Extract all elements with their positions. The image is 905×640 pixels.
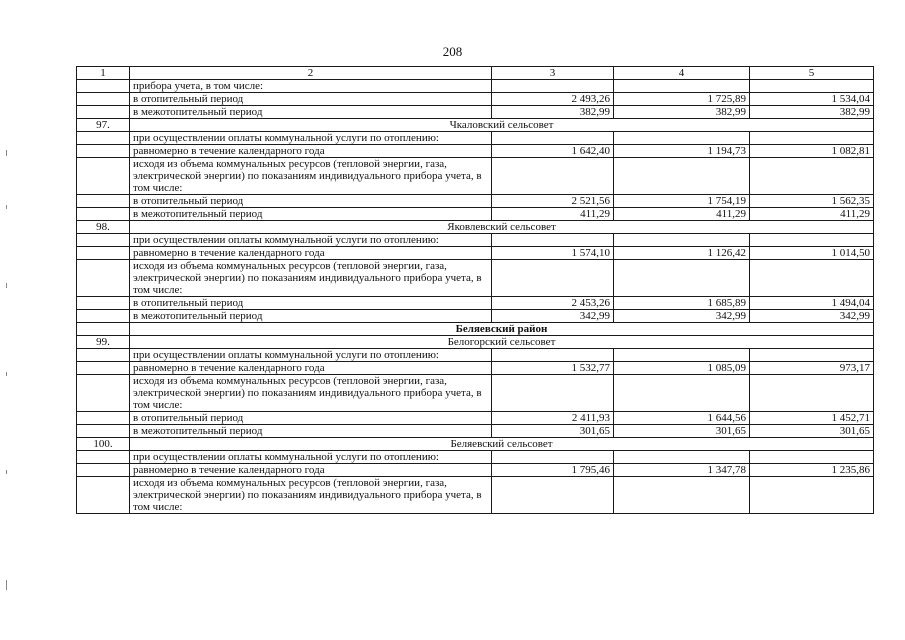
table-row (77, 234, 874, 247)
table-row (77, 145, 874, 158)
settlement-title: Беляевский сельсовет (130, 438, 874, 451)
value-col5 (750, 477, 874, 514)
header-cell: 5 (750, 67, 874, 80)
value-col5: 973,17 (750, 362, 874, 375)
value-col3: 342,99 (492, 310, 614, 323)
district-title: Беляевский район (130, 323, 874, 336)
row-number (77, 412, 130, 425)
value-col3: 1 532,77 (492, 362, 614, 375)
header-cell: 2 (130, 67, 492, 80)
table-row (77, 132, 874, 145)
row-number (77, 425, 130, 438)
value-col4 (614, 234, 750, 247)
table-row (77, 310, 874, 323)
table-row (77, 158, 874, 195)
value-col5: 382,99 (750, 106, 874, 119)
margin-mark (6, 580, 7, 590)
row-description: в отопительный период (130, 297, 492, 310)
value-col3: 2 411,93 (492, 412, 614, 425)
table-row (77, 464, 874, 477)
margin-mark (6, 150, 7, 156)
table-body (77, 80, 874, 514)
value-col4: 1 347,78 (614, 464, 750, 477)
value-col3: 1 642,40 (492, 145, 614, 158)
row-number (77, 464, 130, 477)
value-col3 (492, 375, 614, 412)
page-number: 208 (442, 44, 463, 59)
value-col5 (750, 349, 874, 362)
value-col4 (614, 375, 750, 412)
row-description: исходя из объема коммунальных ресурсов (тепловой энергии, газа, электрической энергии) по показаниям индивидуального прибора учета, в том числе: (130, 477, 492, 514)
row-description: равномерно в течение календарного года (130, 247, 492, 260)
header-row (77, 67, 874, 80)
row-description: равномерно в течение календарного года (130, 145, 492, 158)
table-row (77, 349, 874, 362)
value-col4: 1 754,19 (614, 195, 750, 208)
value-col5 (750, 80, 874, 93)
row-description: в межотопительный период (130, 106, 492, 119)
value-col4: 342,99 (614, 310, 750, 323)
value-col4: 411,29 (614, 208, 750, 221)
row-description: равномерно в течение календарного года (130, 464, 492, 477)
row-number (77, 310, 130, 323)
value-col3 (492, 477, 614, 514)
value-col3 (492, 451, 614, 464)
row-description: в межотопительный период (130, 310, 492, 323)
row-description: равномерно в течение календарного года (130, 362, 492, 375)
value-col3: 382,99 (492, 106, 614, 119)
settlement-title: Чкаловский сельсовет (130, 119, 874, 132)
table-row (77, 80, 874, 93)
value-col4 (614, 132, 750, 145)
value-col3 (492, 234, 614, 247)
table-row (77, 106, 874, 119)
row-number (77, 362, 130, 375)
value-col3: 411,29 (492, 208, 614, 221)
row-number (77, 260, 130, 297)
row-number (77, 93, 130, 106)
margin-mark (6, 283, 7, 288)
row-description: исходя из объема коммунальных ресурсов (тепловой энергии, газа, электрической энергии) по показаниям индивидуального прибора учета, в том числе: (130, 260, 492, 297)
value-col5 (750, 375, 874, 412)
value-col3: 1 574,10 (492, 247, 614, 260)
row-number (77, 208, 130, 221)
row-number (77, 477, 130, 514)
table-row (77, 297, 874, 310)
row-description: в отопительный период (130, 412, 492, 425)
table-row (77, 208, 874, 221)
header-cell: 1 (77, 67, 130, 80)
row-number (77, 195, 130, 208)
table-row (77, 247, 874, 260)
value-col3 (492, 260, 614, 297)
header-cell: 3 (492, 67, 614, 80)
value-col4: 382,99 (614, 106, 750, 119)
value-col3: 2 521,56 (492, 195, 614, 208)
tariff-table (76, 66, 874, 514)
row-number (77, 297, 130, 310)
value-col3 (492, 80, 614, 93)
value-col5 (750, 260, 874, 297)
value-col5: 1 014,50 (750, 247, 874, 260)
value-col4: 1 644,56 (614, 412, 750, 425)
row-description: в отопительный период (130, 93, 492, 106)
row-number: 99. (77, 336, 130, 349)
value-col4 (614, 260, 750, 297)
row-number (77, 375, 130, 412)
value-col4 (614, 451, 750, 464)
row-number (77, 145, 130, 158)
row-number (77, 234, 130, 247)
row-description: в межотопительный период (130, 208, 492, 221)
margin-mark (6, 470, 7, 474)
value-col4: 1 685,89 (614, 297, 750, 310)
table-row (77, 93, 874, 106)
value-col5 (750, 451, 874, 464)
value-col3: 1 795,46 (492, 464, 614, 477)
row-number (77, 106, 130, 119)
value-col5: 301,65 (750, 425, 874, 438)
row-number (77, 80, 130, 93)
table-row (77, 375, 874, 412)
row-description: в отопительный период (130, 195, 492, 208)
value-col4 (614, 477, 750, 514)
value-col4: 1 194,73 (614, 145, 750, 158)
row-description: исходя из объема коммунальных ресурсов (тепловой энергии, газа, электрической энергии) по показаниям индивидуального прибора учета, в том числе: (130, 158, 492, 195)
row-number (77, 323, 130, 336)
row-description: при осуществлении оплаты коммунальной услуги по отоплению: (130, 234, 492, 247)
value-col4 (614, 349, 750, 362)
row-description: при осуществлении оплаты коммунальной услуги по отоплению: (130, 451, 492, 464)
value-col4: 1 085,09 (614, 362, 750, 375)
table-row (77, 477, 874, 514)
value-col5: 342,99 (750, 310, 874, 323)
margin-mark (6, 205, 7, 209)
value-col4: 1 725,89 (614, 93, 750, 106)
value-col5: 1 452,71 (750, 412, 874, 425)
row-number (77, 451, 130, 464)
table-row (77, 425, 874, 438)
value-col3 (492, 349, 614, 362)
row-number: 100. (77, 438, 130, 451)
value-col5: 411,29 (750, 208, 874, 221)
row-number (77, 158, 130, 195)
row-description: при осуществлении оплаты коммунальной услуги по отоплению: (130, 132, 492, 145)
section-row (77, 438, 874, 451)
value-col4: 1 126,42 (614, 247, 750, 260)
value-col3: 2 453,26 (492, 297, 614, 310)
table-row (77, 195, 874, 208)
settlement-title: Белогорский сельсовет (130, 336, 874, 349)
value-col5 (750, 158, 874, 195)
value-col5: 1 235,86 (750, 464, 874, 477)
row-number (77, 349, 130, 362)
value-col3: 2 493,26 (492, 93, 614, 106)
value-col4 (614, 80, 750, 93)
value-col3 (492, 158, 614, 195)
value-col5 (750, 234, 874, 247)
value-col4 (614, 158, 750, 195)
value-col3: 301,65 (492, 425, 614, 438)
table-row (77, 412, 874, 425)
row-description: в межотопительный период (130, 425, 492, 438)
section-row (77, 119, 874, 132)
row-number (77, 247, 130, 260)
table-row (77, 362, 874, 375)
section-row (77, 323, 874, 336)
value-col4: 301,65 (614, 425, 750, 438)
value-col5: 1 534,04 (750, 93, 874, 106)
row-number: 98. (77, 221, 130, 234)
table-row (77, 260, 874, 297)
section-row (77, 336, 874, 349)
value-col5 (750, 132, 874, 145)
header-cell: 4 (614, 67, 750, 80)
settlement-title: Яковлевский сельсовет (130, 221, 874, 234)
row-number: 97. (77, 119, 130, 132)
value-col5: 1 562,35 (750, 195, 874, 208)
table-row (77, 451, 874, 464)
row-description: при осуществлении оплаты коммунальной услуги по отоплению: (130, 349, 492, 362)
section-row (77, 221, 874, 234)
value-col5: 1 494,04 (750, 297, 874, 310)
row-description: исходя из объема коммунальных ресурсов (тепловой энергии, газа, электрической энергии) по показаниям индивидуального прибора учета, в том числе: (130, 375, 492, 412)
row-number (77, 132, 130, 145)
margin-mark (6, 372, 7, 376)
value-col3 (492, 132, 614, 145)
row-description: прибора учета, в том числе: (130, 80, 492, 93)
value-col5: 1 082,81 (750, 145, 874, 158)
